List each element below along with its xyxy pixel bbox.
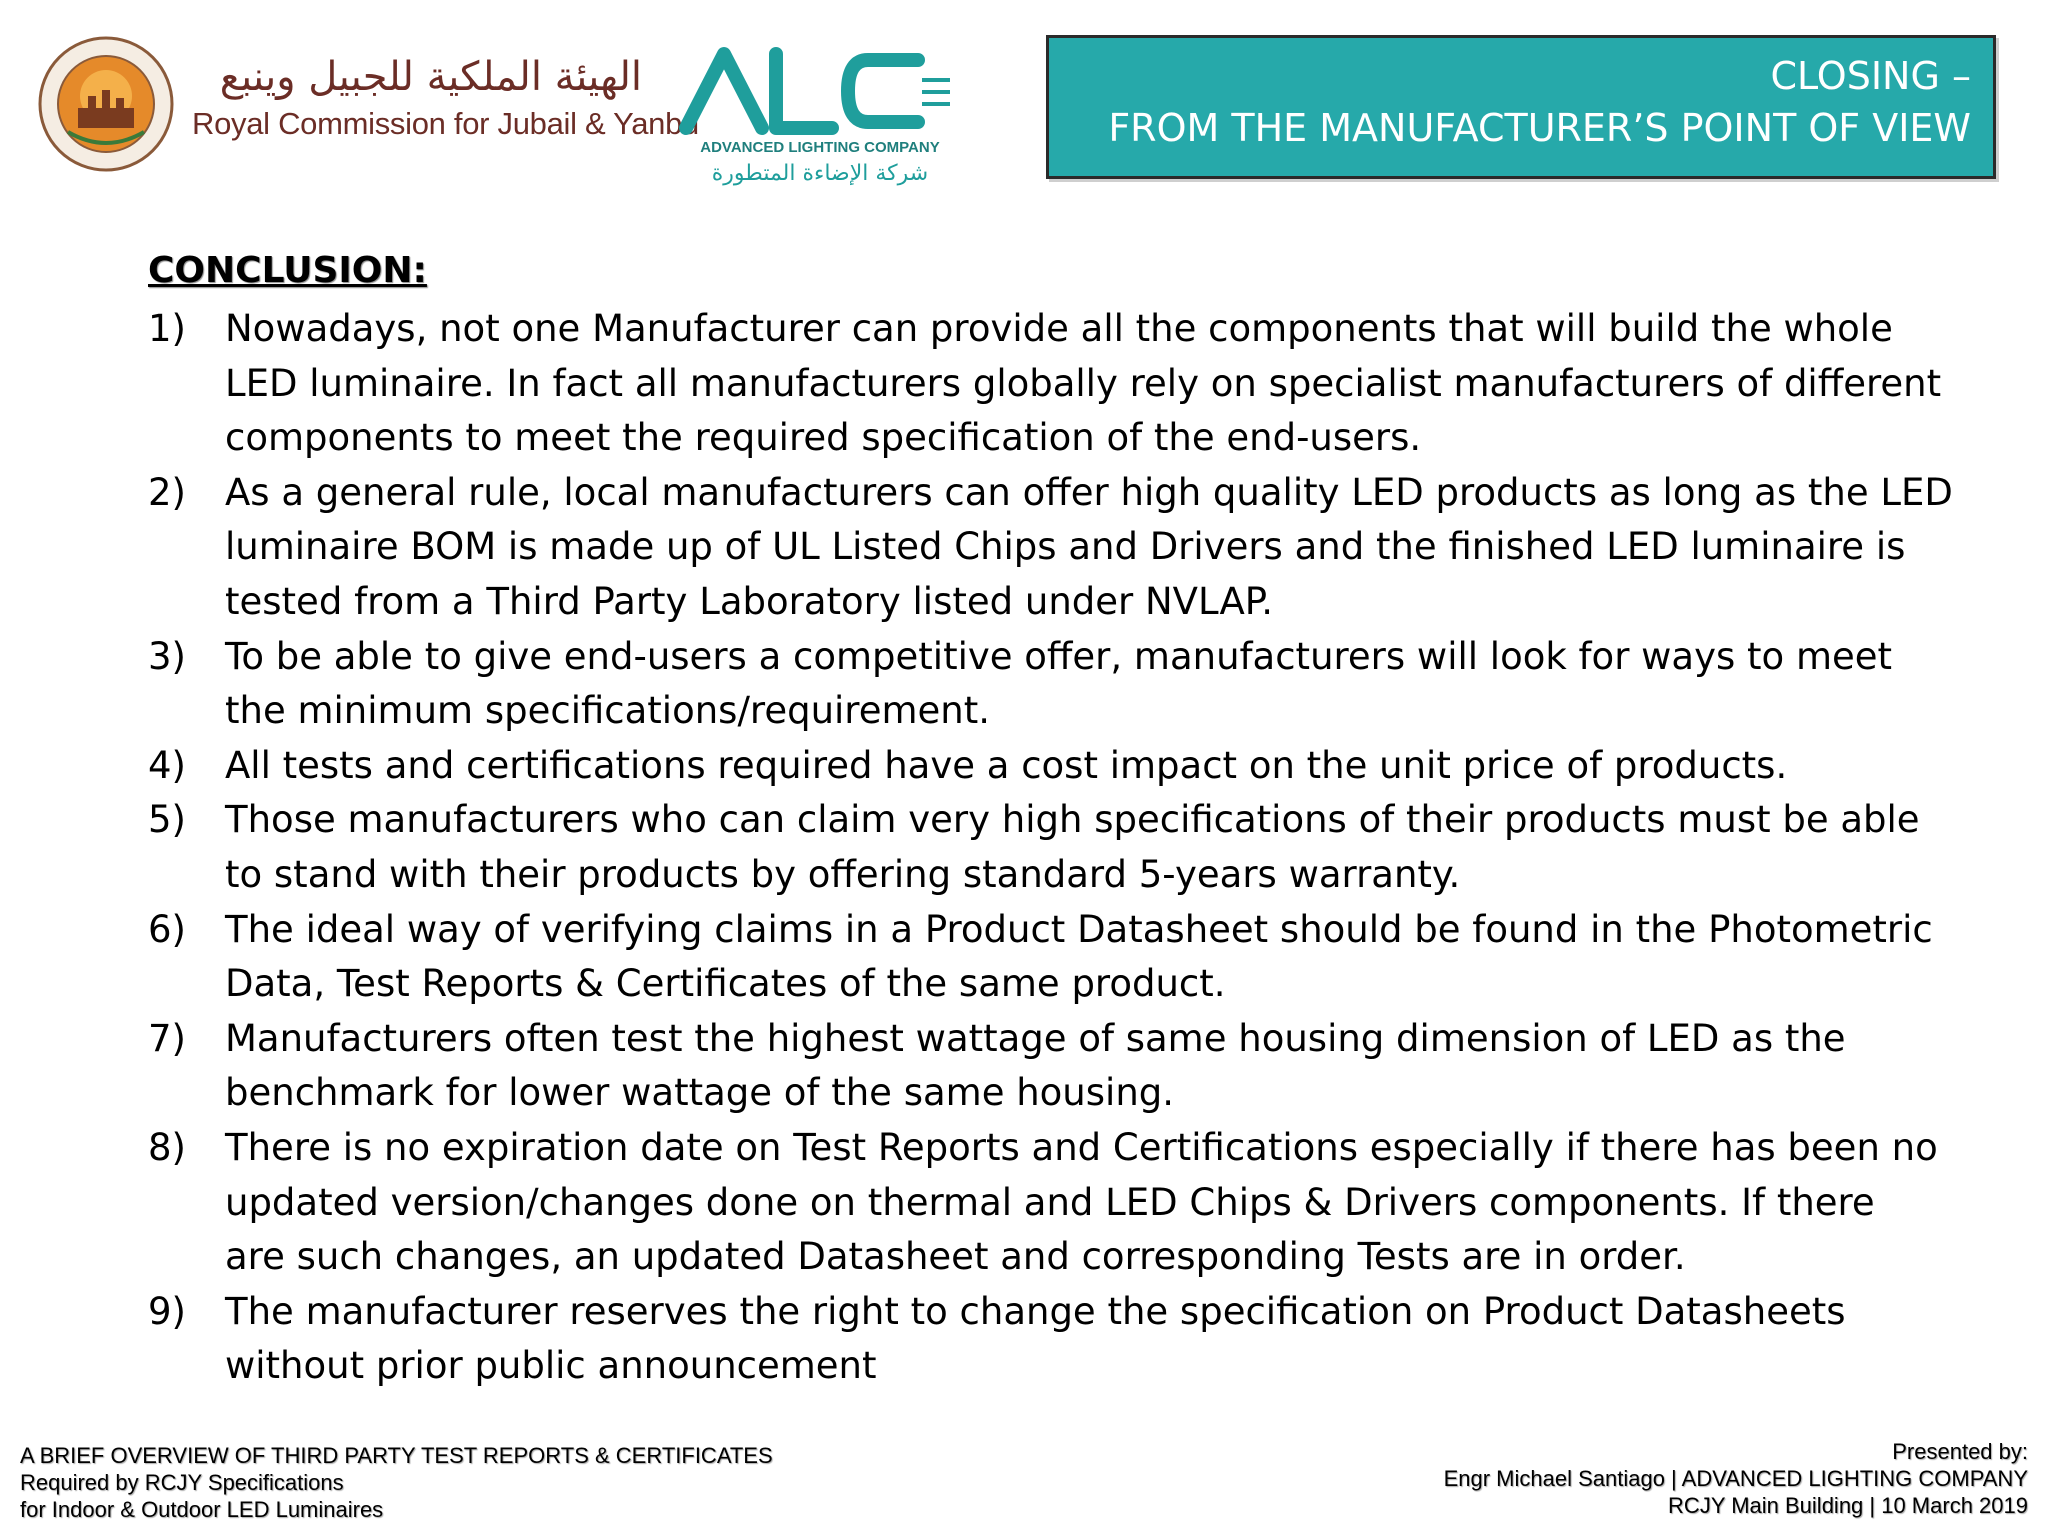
item-text-line: luminaire BOM is made up of UL Listed Chips and Drivers and the finished LED luminaire is (225, 525, 1906, 569)
item-text-line: Those manufacturers who can claim very high specifications of their products must be able (225, 798, 1920, 842)
footer-presentation-title (20, 1442, 773, 1523)
item-text-line: There is no expiration date on Test Reports and Certifications especially if there has been no (225, 1125, 1938, 1169)
item-text-line: To be able to give end-users a competitive offer, manufacturers will look for ways to meet (225, 634, 1893, 678)
royal-commission-arabic-name: الهيئة الملكية للجبيل وينبع (219, 54, 642, 100)
item-number: 4) (148, 743, 186, 787)
item-text-line: The manufacturer reserves the right to change the specification on Product Datasheets (225, 1289, 1846, 1333)
item-text-line: are such changes, an updated Datasheet and corresponding Tests are in order. (225, 1235, 1686, 1279)
item-text-line: tested from a Third Party Laboratory listed under NVLAP. (225, 579, 1274, 623)
conclusion-item (148, 630, 1928, 739)
item-text-line: to stand with their products by offering standard 5-years warranty. (225, 852, 1461, 896)
conclusion-heading: CONCLUSION: (148, 250, 427, 291)
item-text-line: without prior public announcement (225, 1344, 877, 1388)
item-text-line: the minimum specifications/requirement. (225, 689, 990, 733)
item-number: 2) (148, 470, 186, 514)
footer-right-line: RCJY Main Building | 10 March 2019 (1668, 1493, 2028, 1518)
item-text-line: Data, Test Reports & Certificates of the same product. (225, 962, 1226, 1006)
item-text-line: Manufacturers often test the highest wattage of same housing dimension of LED as the (225, 1016, 1846, 1060)
item-text (225, 466, 1953, 630)
item-text (225, 1121, 1938, 1285)
item-number: 7) (148, 1016, 186, 1060)
item-text (225, 739, 1928, 794)
footer-presenter-info (1444, 1438, 2028, 1519)
item-text (225, 630, 1928, 739)
footer-left-line: for Indoor & Outdoor LED Luminaires (20, 1497, 384, 1522)
item-number: 9) (148, 1289, 186, 1333)
conclusion-item (148, 1012, 1928, 1121)
item-text-line: All tests and certifications required have a cost impact on the unit price of products. (225, 743, 1788, 787)
item-text-line: benchmark for lower wattage of the same housing. (225, 1071, 1175, 1115)
item-number: 8) (148, 1125, 186, 1169)
footer-right-line: Engr Michael Santiago | ADVANCED LIGHTING COMPANY (1443, 1466, 2028, 1491)
conclusion-item (148, 1121, 1938, 1285)
item-text (225, 1012, 1928, 1121)
item-text (225, 793, 1928, 902)
item-text-line: updated version/changes done on thermal and LED Chips & Drivers components. If there (225, 1180, 1875, 1224)
alc-arabic-name: شركة الإضاءة المتطورة (711, 161, 929, 186)
footer-left-line: A BRIEF OVERVIEW OF THIRD PARTY TEST REPORTS & CERTIFICATES (20, 1443, 773, 1468)
item-text (225, 1285, 1928, 1394)
item-text-line: components to meet the required specification of the end-users. (225, 416, 1422, 460)
item-number: 1) (148, 307, 186, 350)
alc-english-name: ADVANCED LIGHTING COMPANY (700, 139, 940, 156)
alc-logo (672, 40, 962, 190)
slide-title-line-2: FROM THE MANUFACTURER’S POINT OF VIEW (1108, 106, 1971, 150)
royal-commission-seal-logo (38, 36, 174, 172)
item-text (225, 903, 1933, 1012)
item-text-line: Nowadays, not one Manufacturer can provide all the components that will build the whole (225, 307, 1893, 350)
conclusion-item (148, 302, 1942, 466)
slide-title-box (1046, 35, 1996, 179)
footer-left-line: Required by RCJY Specifications (20, 1470, 344, 1495)
conclusion-item (148, 1285, 1928, 1394)
item-number: 6) (148, 907, 186, 951)
conclusion-list (148, 302, 1953, 1394)
conclusion-item (148, 739, 1928, 794)
royal-commission-english-name: Royal Commission for Jubail & Yanbu (192, 106, 699, 141)
item-number: 5) (148, 798, 186, 842)
item-number: 3) (148, 634, 186, 678)
item-text-line: LED luminaire. In fact all manufacturers globally rely on specialist manufacturers of different (225, 361, 1942, 405)
item-text-line: As a general rule, local manufacturers can offer high quality LED products as long as the LED (225, 470, 1953, 514)
conclusion-item (148, 793, 1928, 902)
conclusion-item (148, 466, 1953, 630)
footer-right-line: Presented by: (1892, 1439, 2028, 1464)
item-text-line: The ideal way of verifying claims in a Product Datasheet should be found in the Photometric (225, 907, 1933, 951)
conclusion-item (148, 903, 1933, 1012)
slide-title-line-1: CLOSING – (1770, 54, 1971, 98)
item-text (225, 302, 1941, 466)
